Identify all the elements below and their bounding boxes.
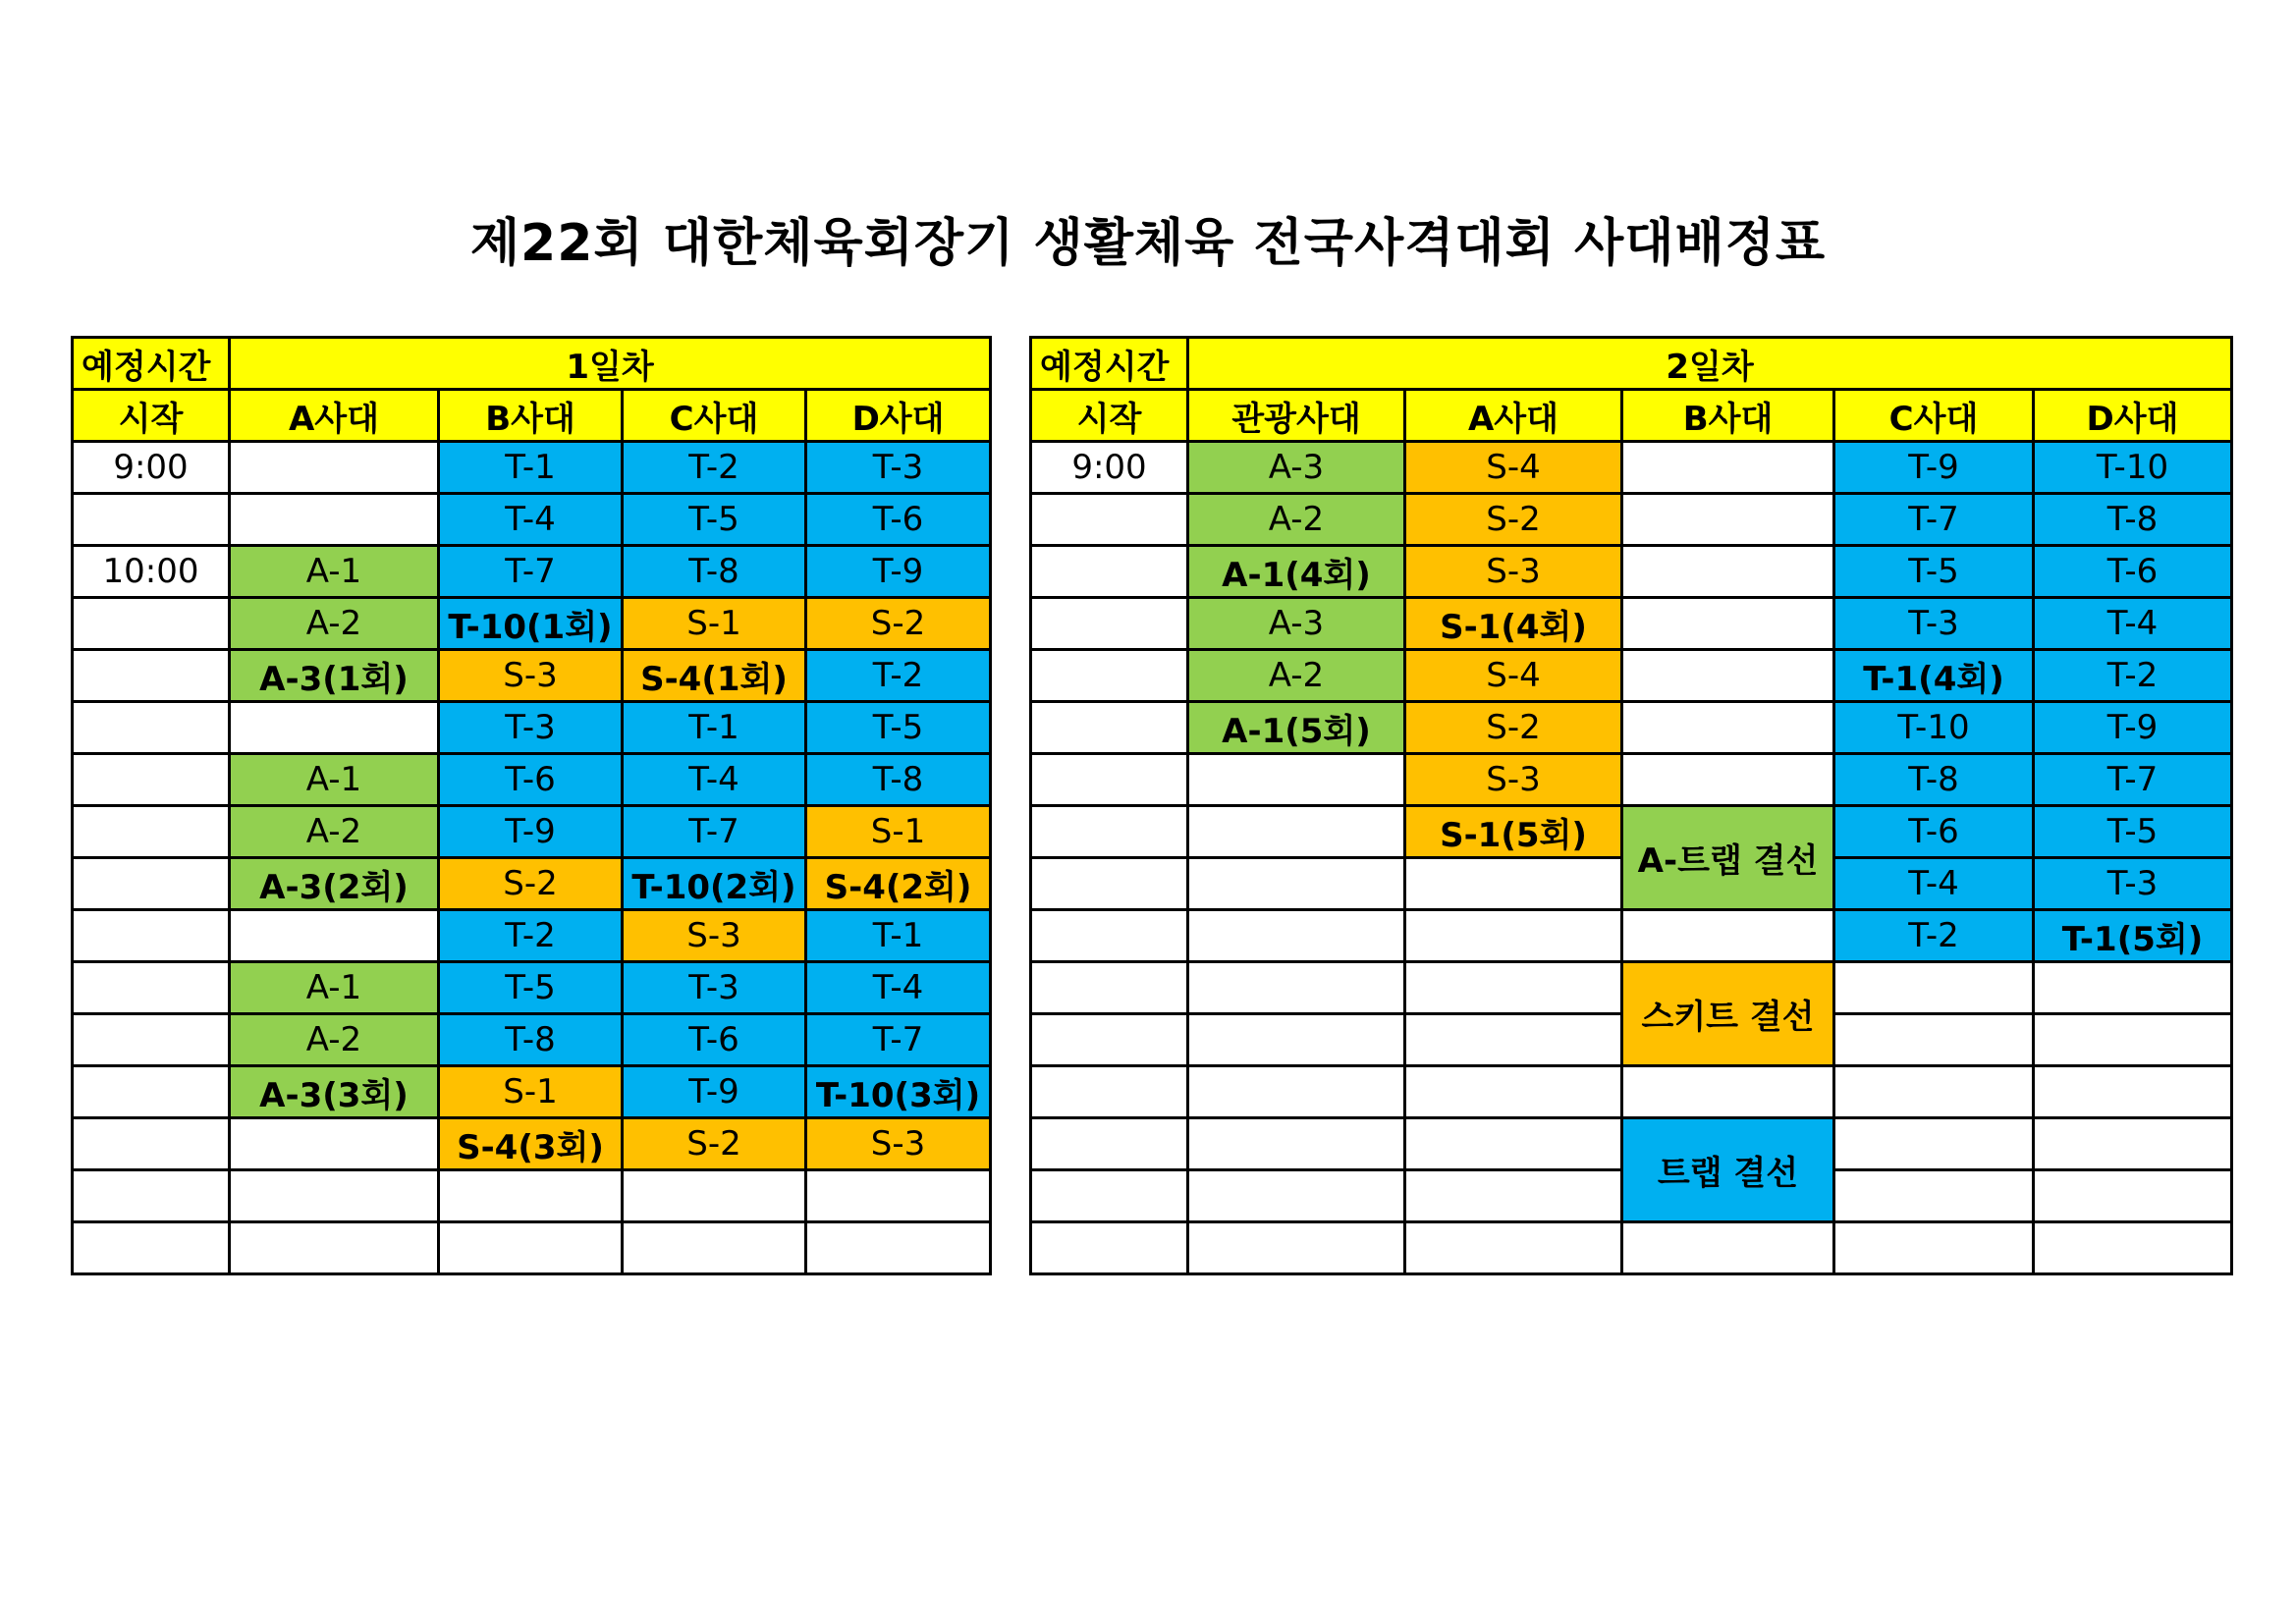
start-time-cell — [1031, 1170, 1188, 1222]
lane-cell — [806, 1222, 991, 1274]
column-header: A사대 — [1405, 390, 1622, 442]
table-row — [73, 858, 991, 910]
lane-cell: T-4 — [1834, 858, 2034, 910]
lane-cell: T-8 — [1834, 754, 2034, 806]
lane-cell: T-5 — [1834, 546, 2034, 598]
start-time-cell — [73, 598, 230, 650]
lane-cell — [1622, 754, 1834, 806]
lane-cell: A-2 — [230, 598, 439, 650]
table-row — [1031, 1066, 2232, 1118]
column-header: 관광사대 — [1188, 390, 1405, 442]
lane-cell — [230, 702, 439, 754]
lane-cell: S-4(1회) — [623, 650, 806, 702]
lane-cell — [2034, 1014, 2232, 1066]
column-header: C사대 — [1834, 390, 2034, 442]
table-row — [1031, 494, 2232, 546]
lane-cell: A-1(4회) — [1188, 546, 1405, 598]
lane-cell — [1188, 858, 1405, 910]
table-row — [73, 442, 991, 494]
lane-cell — [1405, 858, 1622, 910]
lane-cell: S-3 — [1405, 754, 1622, 806]
table-row — [1031, 910, 2232, 962]
lane-cell: A-1 — [230, 546, 439, 598]
column-header: 시작 — [73, 390, 230, 442]
lane-cell: T-9 — [806, 546, 991, 598]
lane-cell: T-3 — [439, 702, 623, 754]
lane-cell: T-1(5회) — [2034, 910, 2232, 962]
lane-cell: A-2 — [230, 1014, 439, 1066]
start-time-cell — [73, 754, 230, 806]
schedule-time-label: 예정시간 — [1031, 338, 1188, 390]
table-row — [1031, 806, 2232, 858]
lane-cell: T-10 — [1834, 702, 2034, 754]
table-row — [73, 754, 991, 806]
lane-cell — [1188, 1118, 1405, 1170]
lane-cell: A-2 — [1188, 650, 1405, 702]
lane-cell — [1622, 442, 1834, 494]
lane-cell — [1188, 1170, 1405, 1222]
lane-cell: S-2 — [1405, 494, 1622, 546]
lane-cell — [1622, 702, 1834, 754]
lane-cell — [1834, 1222, 2034, 1274]
table-row — [73, 910, 991, 962]
column-header: B사대 — [439, 390, 623, 442]
lane-cell: T-1(4회) — [1834, 650, 2034, 702]
start-time-cell — [1031, 806, 1188, 858]
final-cell: 트랩 결선 — [1622, 1118, 1834, 1222]
lane-cell — [1188, 1222, 1405, 1274]
lane-cell — [230, 910, 439, 962]
start-time-cell: 9:00 — [73, 442, 230, 494]
lane-cell — [2034, 1066, 2232, 1118]
table-row — [73, 1222, 991, 1274]
lane-cell: A-1(5회) — [1188, 702, 1405, 754]
start-time-cell — [1031, 1066, 1188, 1118]
day-label: 1일차 — [230, 338, 991, 390]
lane-cell: T-1 — [439, 442, 623, 494]
start-time-cell — [73, 494, 230, 546]
lane-cell: T-2 — [439, 910, 623, 962]
lane-cell: T-3 — [623, 962, 806, 1014]
table-row — [1031, 1118, 2232, 1170]
start-time-cell — [1031, 754, 1188, 806]
start-time-cell — [1031, 910, 1188, 962]
column-header: B사대 — [1622, 390, 1834, 442]
page-title: 제22회 대한체육회장기 생활체육 전국사격대회 사대배정표 — [469, 214, 1827, 273]
lane-cell: S-1(5회) — [1405, 806, 1622, 858]
lane-cell — [230, 494, 439, 546]
lane-cell: T-3 — [806, 442, 991, 494]
lane-cell: T-1 — [623, 702, 806, 754]
lane-cell: A-1 — [230, 962, 439, 1014]
lane-cell: T-7 — [1834, 494, 2034, 546]
lane-cell — [1622, 910, 1834, 962]
lane-cell — [2034, 1118, 2232, 1170]
lane-cell: T-4 — [623, 754, 806, 806]
start-time-cell — [1031, 962, 1188, 1014]
start-time-cell: 9:00 — [1031, 442, 1188, 494]
lane-cell: T-7 — [806, 1014, 991, 1066]
lane-cell — [1622, 1222, 1834, 1274]
lane-cell: S-3 — [806, 1118, 991, 1170]
day1-schedule-table — [71, 336, 992, 1275]
lane-cell — [1622, 546, 1834, 598]
lane-cell: S-1 — [439, 1066, 623, 1118]
start-time-cell — [1031, 1118, 1188, 1170]
lane-cell: T-1 — [806, 910, 991, 962]
lane-cell — [230, 442, 439, 494]
final-cell: A-트랩 결선 — [1622, 806, 1834, 910]
lane-cell: T-8 — [806, 754, 991, 806]
lane-cell: T-9 — [1834, 442, 2034, 494]
lane-cell — [1405, 962, 1622, 1014]
lane-cell: A-3(1회) — [230, 650, 439, 702]
lane-cell: T-10(2회) — [623, 858, 806, 910]
lane-cell: T-8 — [439, 1014, 623, 1066]
lane-cell: S-2 — [1405, 702, 1622, 754]
start-time-cell — [73, 962, 230, 1014]
lane-cell — [1188, 806, 1405, 858]
lane-cell: T-7 — [623, 806, 806, 858]
start-time-cell — [1031, 650, 1188, 702]
start-time-cell — [73, 910, 230, 962]
lane-cell: S-1(4회) — [1405, 598, 1622, 650]
schedule-time-label: 예정시간 — [73, 338, 230, 390]
table-row — [1031, 442, 2232, 494]
lane-cell — [1834, 962, 2034, 1014]
lane-cell: T-10 — [2034, 442, 2232, 494]
lane-cell: T-6 — [439, 754, 623, 806]
lane-cell: S-3 — [623, 910, 806, 962]
lane-cell: A-3(2회) — [230, 858, 439, 910]
lane-cell: S-4(2회) — [806, 858, 991, 910]
table-row — [1031, 546, 2232, 598]
table-row — [73, 962, 991, 1014]
lane-cell: T-9 — [439, 806, 623, 858]
start-time-cell — [73, 1170, 230, 1222]
start-time-cell — [73, 702, 230, 754]
lane-cell: T-2 — [806, 650, 991, 702]
start-time-cell — [73, 1066, 230, 1118]
lane-cell: T-10(3회) — [806, 1066, 991, 1118]
table-row — [73, 546, 991, 598]
column-header: D사대 — [806, 390, 991, 442]
table-row — [73, 1170, 991, 1222]
table-row — [1031, 962, 2232, 1014]
lane-cell: S-3 — [439, 650, 623, 702]
lane-cell — [1834, 1118, 2034, 1170]
column-header: 시작 — [1031, 390, 1188, 442]
lane-cell: S-4(3회) — [439, 1118, 623, 1170]
column-header: D사대 — [2034, 390, 2232, 442]
lane-cell: S-4 — [1405, 650, 1622, 702]
lane-cell: T-6 — [623, 1014, 806, 1066]
column-header: C사대 — [623, 390, 806, 442]
start-time-cell — [1031, 702, 1188, 754]
lane-cell — [439, 1222, 623, 1274]
lane-cell: T-4 — [806, 962, 991, 1014]
table-row — [73, 1066, 991, 1118]
start-time-cell — [73, 1014, 230, 1066]
lane-cell — [1834, 1014, 2034, 1066]
lane-cell: T-6 — [2034, 546, 2232, 598]
lane-cell — [1622, 1066, 1834, 1118]
start-time-cell — [73, 1222, 230, 1274]
lane-cell — [1405, 1222, 1622, 1274]
table-row — [73, 806, 991, 858]
start-time-cell — [1031, 858, 1188, 910]
lane-cell: A-3(3회) — [230, 1066, 439, 1118]
start-time-cell — [73, 650, 230, 702]
lane-cell — [1405, 1170, 1622, 1222]
lane-cell: T-8 — [2034, 494, 2232, 546]
lane-cell — [623, 1170, 806, 1222]
lane-cell — [1188, 910, 1405, 962]
day-label: 2일차 — [1188, 338, 2232, 390]
lane-cell: A-2 — [230, 806, 439, 858]
lane-cell — [623, 1222, 806, 1274]
lane-cell — [439, 1170, 623, 1222]
lane-cell — [1405, 1066, 1622, 1118]
lane-cell: T-4 — [2034, 598, 2232, 650]
start-time-cell — [1031, 1014, 1188, 1066]
start-time-cell — [1031, 1222, 1188, 1274]
lane-cell: T-5 — [623, 494, 806, 546]
start-time-cell — [1031, 494, 1188, 546]
lane-cell — [1622, 598, 1834, 650]
lane-cell: T-5 — [2034, 806, 2232, 858]
table-row — [1031, 1222, 2232, 1274]
lane-cell: A-2 — [1188, 494, 1405, 546]
start-time-cell — [1031, 598, 1188, 650]
lane-cell: T-7 — [2034, 754, 2232, 806]
lane-cell: T-4 — [439, 494, 623, 546]
lane-cell — [1405, 1118, 1622, 1170]
lane-cell — [230, 1222, 439, 1274]
lane-cell — [230, 1118, 439, 1170]
lane-cell — [1188, 1014, 1405, 1066]
day2-schedule-table — [1029, 336, 2233, 1275]
lane-cell: T-10(1회) — [439, 598, 623, 650]
lane-cell: A-3 — [1188, 442, 1405, 494]
lane-cell — [1188, 754, 1405, 806]
lane-cell: S-1 — [806, 806, 991, 858]
lane-cell: S-2 — [439, 858, 623, 910]
lane-cell — [2034, 962, 2232, 1014]
lane-cell — [230, 1170, 439, 1222]
lane-cell: T-6 — [1834, 806, 2034, 858]
lane-cell: T-2 — [2034, 650, 2232, 702]
lane-cell: S-3 — [1405, 546, 1622, 598]
lane-cell — [1188, 962, 1405, 1014]
lane-cell — [1622, 650, 1834, 702]
lane-cell — [806, 1170, 991, 1222]
table-row — [73, 494, 991, 546]
start-time-cell — [73, 858, 230, 910]
final-cell: 스키트 결선 — [1622, 962, 1834, 1066]
table-row — [1031, 650, 2232, 702]
lane-cell — [1405, 910, 1622, 962]
lane-cell — [1622, 494, 1834, 546]
lane-cell: T-2 — [1834, 910, 2034, 962]
lane-cell: T-9 — [2034, 702, 2232, 754]
lane-cell: T-5 — [439, 962, 623, 1014]
lane-cell: S-2 — [623, 1118, 806, 1170]
table-row — [1031, 598, 2232, 650]
lane-cell: T-8 — [623, 546, 806, 598]
lane-cell — [1834, 1066, 2034, 1118]
column-header: A사대 — [230, 390, 439, 442]
table-row — [1031, 702, 2232, 754]
lane-cell — [1834, 1170, 2034, 1222]
lane-cell: T-6 — [806, 494, 991, 546]
start-time-cell — [73, 806, 230, 858]
lane-cell: A-1 — [230, 754, 439, 806]
table-row — [73, 650, 991, 702]
lane-cell: T-9 — [623, 1066, 806, 1118]
lane-cell: T-3 — [2034, 858, 2232, 910]
lane-cell: T-2 — [623, 442, 806, 494]
table-row — [73, 1014, 991, 1066]
lane-cell — [2034, 1170, 2232, 1222]
lane-cell: A-3 — [1188, 598, 1405, 650]
lane-cell: S-4 — [1405, 442, 1622, 494]
lane-cell — [1188, 1066, 1405, 1118]
lane-cell: T-5 — [806, 702, 991, 754]
table-row — [73, 598, 991, 650]
start-time-cell — [1031, 546, 1188, 598]
start-time-cell — [73, 1118, 230, 1170]
lane-cell: T-3 — [1834, 598, 2034, 650]
lane-cell: S-1 — [623, 598, 806, 650]
lane-cell — [2034, 1222, 2232, 1274]
start-time-cell: 10:00 — [73, 546, 230, 598]
table-row — [1031, 754, 2232, 806]
table-row — [73, 1118, 991, 1170]
lane-cell: T-7 — [439, 546, 623, 598]
lane-cell: S-2 — [806, 598, 991, 650]
table-row — [73, 702, 991, 754]
lane-cell — [1405, 1014, 1622, 1066]
